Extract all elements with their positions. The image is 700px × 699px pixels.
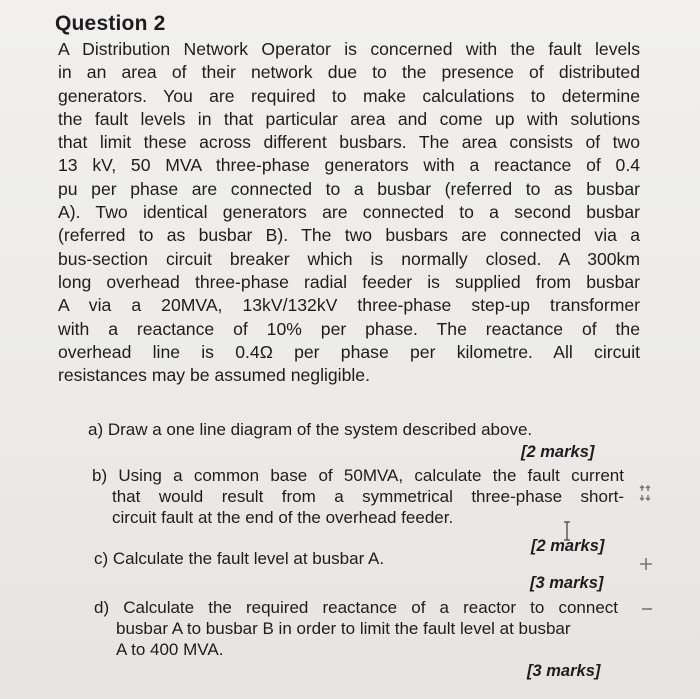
body-line: overhead line is 0.4Ω per phase per kilometre. All circuit [58, 341, 640, 362]
part-c-text: c) Calculate the fault level at busbar A. [94, 549, 385, 568]
part-d-text: d) Calculate the required reactance of a reactor to connect [94, 598, 618, 617]
question-title: Question 2 [55, 12, 166, 35]
zoom-out-icon [640, 602, 654, 616]
body-line: the fault levels in that particular area and come up with solutions [58, 108, 640, 129]
body-line: A). Two identical generators are connected to a second busbar [58, 202, 640, 223]
part-a [88, 419, 608, 440]
body-line: A via a 20MVA, 13kV/132kV three-phase step-up transformer [58, 295, 640, 316]
body-line: resistances may be assumed negligible. [58, 365, 370, 386]
body-line: generators. You are required to make calculations to determine [58, 85, 640, 106]
body-line: pu per phase are connected to a busbar (referred to as busbar [58, 178, 640, 199]
part-b-marks: [2 marks] [531, 537, 605, 555]
body-line: (referred to as busbar B). The two busbars are connected via a [58, 225, 640, 246]
part-c-marks: [3 marks] [530, 574, 604, 592]
part-c [94, 548, 514, 569]
part-d-text: busbar A to busbar B in order to limit the fault level at busbar [116, 619, 571, 638]
part-a-text: a) Draw a one line diagram of the system described above. [88, 420, 533, 439]
body-line: in an area of their network due to the presence of distributed [58, 62, 640, 83]
part-b [92, 465, 624, 528]
zoom-in-icon[interactable] [638, 556, 654, 577]
body-line: bus-section circuit breaker which is normally closed. A 300km [58, 248, 640, 269]
zoom-out-icon[interactable] [640, 600, 654, 621]
part-d-marks: [3 marks] [527, 662, 601, 680]
part-b-text: circuit fault at the end of the overhead feeder. [112, 508, 454, 527]
body-line: with a reactance of 10% per phase. The reactance of the [58, 318, 640, 339]
zoom-in-icon [638, 556, 654, 572]
move-arrows-icon [638, 484, 652, 502]
part-d-text: A to 400 MVA. [116, 640, 224, 659]
text-cursor-icon [562, 521, 572, 546]
question-body [58, 38, 640, 387]
body-line: that limit these across different busbars. The area consists of two [58, 132, 640, 153]
body-line: long overhead three-phase radial feeder is supplied from busbar [58, 271, 640, 292]
part-a-marks: [2 marks] [521, 443, 595, 461]
part-b-text: that would result from a symmetrical three-phase short- [112, 487, 624, 506]
part-d [94, 597, 618, 660]
body-line: A Distribution Network Operator is concerned with the fault levels [58, 39, 640, 59]
body-line: 13 kV, 50 MVA three-phase generators with a reactance of 0.4 [58, 155, 640, 176]
part-b-text: b) Using a common base of 50MVA, calculate the fault current [92, 466, 624, 485]
move-arrows-icon[interactable] [638, 484, 652, 502]
text-cursor-icon [562, 521, 572, 541]
